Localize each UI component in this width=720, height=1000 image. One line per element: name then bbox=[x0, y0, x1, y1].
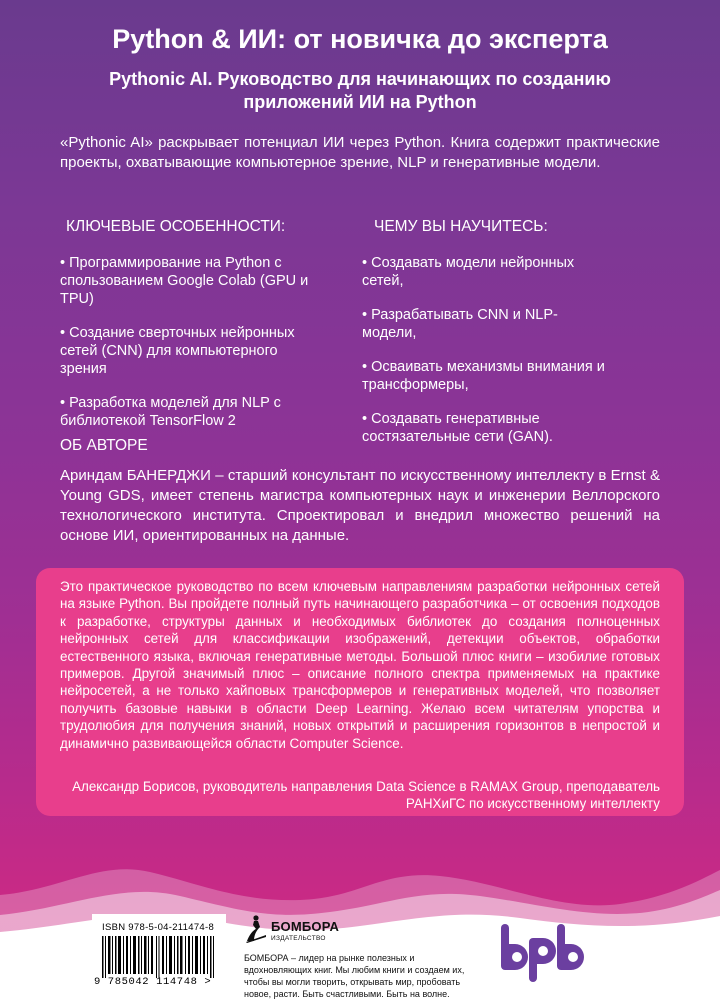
review-text: Это практическое руководство по всем ключевым направлениям разработки нейронных сетей на языке Python. Вы пройдете полный путь начинающего разработчика – от освоения подходов к разработке, структуры данных и необходимых библиотек до создания полноценных нейронных сетей для классификации изображений, детекции объектов, обработки естественного языка, включая генеративные методы. Большой плюс книги – изобилие готовых примеров. Другой значимый плюс – описание полного спектра применяемых на практике нейросетей, а не только хайповых трансформеров и генеративных моделей, что позволяет получить базовые навыки в области Deep Learning. Желаю всем читателям упорства и трудолюбия для получения знаний, новых открытий и расширения горизонтов в непростой и динамично развивающейся области Computer Science. bbox=[60, 579, 660, 751]
publisher-slogan: БОМБОРА – лидер на рынке полезных и вдохновляющих книг. Мы любим книги и создаем их, чтобы вы могли творить, открывать мир, пробовать новое, расти. Быть счастливыми. Быть на волне. bbox=[244, 953, 465, 999]
review-signature: Александр Борисов, руководитель направления Data Science в RAMAX Group, преподаватель РАНХиГС по искусственному интеллекту bbox=[72, 779, 660, 812]
isbn-barcode-block bbox=[92, 914, 226, 992]
feature-item: • Создание сверточных нейронных сетей (CNN) для компьютерного зрения bbox=[60, 325, 295, 377]
learn-item: • Создавать генеративные состязательные сети (GAN). bbox=[362, 411, 553, 445]
learn-item: • Создавать модели нейронных сетей, bbox=[362, 255, 575, 289]
wave-rider-icon bbox=[244, 913, 268, 943]
publisher-logo bbox=[244, 913, 349, 943]
learn-item: • Осваивать механизмы внимания и трансформеры, bbox=[362, 359, 605, 393]
learn-heading: ЧЕМУ ВЫ НАУЧИТЕСЬ: bbox=[374, 218, 548, 235]
features-heading: КЛЮЧЕВЫЕ ОСОБЕННОСТИ: bbox=[66, 218, 286, 235]
learn-list bbox=[362, 254, 607, 462]
publisher-sub: ИЗДАТЕЛЬСТВО bbox=[271, 935, 326, 942]
barcode-icon bbox=[102, 936, 217, 978]
isbn-label: ISBN 978-5-04-211474-8 bbox=[102, 922, 215, 933]
feature-item: • Программирование на Python с спользованием Google Colab (GPU и TPU) bbox=[60, 255, 309, 307]
feature-item: • Разработка моделей для NLP с библиотекой TensorFlow 2 bbox=[60, 395, 281, 429]
book-title: Python & ИИ: от новичка до эксперта bbox=[112, 24, 608, 54]
author-bio: Ариндам БАНЕРДЖИ – старший консультант по искусственному интеллекту в Ernst & Young GDS, имеет степень магистра компьютерных наук и инженерии Веллорского технологического института. Спроектировал и внедрил множество решений на основе ИИ, ориентированных на данные. bbox=[60, 467, 660, 544]
publisher-name: БОМБОРА bbox=[271, 919, 340, 934]
intro-paragraph: «Pythonic AI» раскрывает потенциал ИИ через Python. Книга содержит практические проекты, охватывающие компьютерное зрение, NLP и генеративные модели. bbox=[60, 134, 660, 171]
bpb-logo bbox=[497, 922, 589, 984]
features-list bbox=[60, 254, 318, 446]
barcode-digits: 9 785042 114748 > bbox=[94, 976, 212, 988]
author-heading: ОБ АВТОРЕ bbox=[60, 437, 148, 454]
book-subtitle: Pythonic AI. Руководство для начинающих по созданию приложений ИИ на Python bbox=[109, 69, 611, 112]
learn-item: • Разрабатывать CNN и NLP-модели, bbox=[362, 307, 558, 341]
